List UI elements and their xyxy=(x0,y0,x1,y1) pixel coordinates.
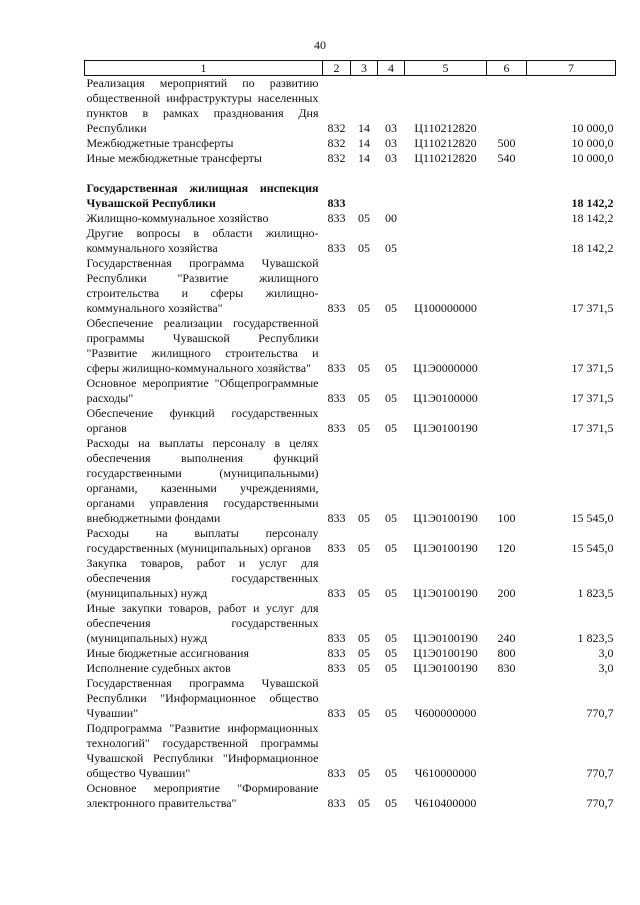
cell-vr xyxy=(487,226,527,256)
cell-vr xyxy=(487,376,527,406)
cell-gr: 833 xyxy=(327,541,346,555)
cell-name: Основное мероприятие "Формирование электронного правительства" xyxy=(86,781,319,810)
table-row xyxy=(85,526,616,556)
cell-sum: 17 371,5 xyxy=(571,421,614,435)
cell-gr: 832 xyxy=(327,121,346,135)
cell-name: Государственная программа Чувашской Республики "Развитие жилищного строительства и сферы жилищно-коммунального хозяйства" xyxy=(86,256,319,315)
cell-vr xyxy=(487,781,527,811)
cell-vr: 240 xyxy=(497,631,516,645)
cell-rz xyxy=(351,181,378,211)
cell-vr xyxy=(487,316,527,376)
spacer-cell xyxy=(85,166,616,181)
cell-sum: 17 371,5 xyxy=(571,361,614,375)
cell-pr: 05 xyxy=(385,391,397,405)
cell-name: Исполнение судебных актов xyxy=(86,661,231,675)
table-row xyxy=(85,406,616,436)
cell-sum: 17 371,5 xyxy=(571,301,614,315)
cell-sum: 770,7 xyxy=(586,706,614,720)
cell-pr: 05 xyxy=(385,541,397,555)
cell-cs: Ц1Э0100190 xyxy=(413,646,478,660)
cell-vr: 500 xyxy=(497,136,516,150)
table-body xyxy=(85,76,616,812)
cell-pr xyxy=(378,181,405,211)
cell-pr: 05 xyxy=(385,706,397,720)
table-row xyxy=(85,676,616,721)
cell-cs: Ц110212820 xyxy=(414,121,477,135)
cell-pr: 03 xyxy=(385,136,397,150)
cell-name: Жилищно-коммунальное хозяйство xyxy=(86,211,269,225)
cell-vr xyxy=(487,406,527,436)
cell-cs: Ц1Э0100190 xyxy=(413,541,478,555)
cell-gr: 833 xyxy=(327,196,346,210)
cell-cs: Ц110212820 xyxy=(414,151,477,165)
cell-rz: 05 xyxy=(358,646,370,660)
table-header xyxy=(85,61,616,76)
cell-rz: 05 xyxy=(358,511,370,525)
cell-cs: Ц1Э0100190 xyxy=(413,421,478,435)
table-row xyxy=(85,256,616,316)
cell-name: Подпрограмма "Развитие информационных технологий" государственной программы Чувашской Республики "Информационное общество Чувашии" xyxy=(86,721,319,780)
cell-sum: 18 142,2 xyxy=(571,196,614,210)
cell-vr: 120 xyxy=(497,541,516,555)
cell-vr xyxy=(487,256,527,316)
cell-name: Межбюджетные трансферты xyxy=(86,136,234,150)
cell-pr: 05 xyxy=(385,766,397,780)
cell-gr: 832 xyxy=(327,136,346,150)
cell-cs: Ц100000000 xyxy=(414,301,477,315)
cell-rz: 05 xyxy=(358,241,370,255)
table-row xyxy=(85,721,616,781)
cell-cs: Ц1Э0100190 xyxy=(413,511,478,525)
cell-name: Иные закупки товаров, работ и услуг для обеспечения государственных (муниципальных) нужд xyxy=(86,601,319,645)
header-col-rz: 3 xyxy=(351,61,378,76)
cell-name: Иные бюджетные ассигнования xyxy=(86,646,249,660)
cell-name: Обеспечение реализации государственной программы Чувашской Республики "Развитие жилищного строительства и сферы жилищно-коммунального хозяйства" xyxy=(86,316,319,375)
cell-name: Реализация мероприятий по развитию общественной инфраструктуры населенных пунктов в рамках празднования Дня Республики xyxy=(86,76,319,135)
cell-sum: 3,0 xyxy=(598,661,614,675)
table-row xyxy=(85,181,616,211)
cell-gr: 832 xyxy=(327,151,346,165)
cell-gr: 833 xyxy=(327,631,346,645)
cell-sum: 18 142,2 xyxy=(571,211,614,225)
cell-name: Основное мероприятие "Общепрограммные расходы" xyxy=(86,376,319,405)
cell-gr: 833 xyxy=(327,646,346,660)
cell-rz: 05 xyxy=(358,766,370,780)
cell-sum: 15 545,0 xyxy=(571,511,614,525)
table-row xyxy=(85,76,616,137)
spacer-row xyxy=(85,166,616,181)
cell-rz: 05 xyxy=(358,211,370,225)
cell-gr: 833 xyxy=(327,796,346,810)
table-row xyxy=(85,211,616,226)
cell-sum: 1 823,5 xyxy=(577,631,614,645)
cell-pr: 05 xyxy=(385,361,397,375)
cell-sum: 18 142,2 xyxy=(571,241,614,255)
cell-vr: 540 xyxy=(497,151,516,165)
cell-cs xyxy=(405,226,487,256)
cell-cs: Ц1Э0000000 xyxy=(413,361,478,375)
cell-vr xyxy=(487,76,527,137)
cell-gr: 833 xyxy=(327,301,346,315)
cell-cs: Ц110212820 xyxy=(414,136,477,150)
cell-vr: 800 xyxy=(497,646,516,660)
cell-pr: 03 xyxy=(385,121,397,135)
cell-pr: 05 xyxy=(385,241,397,255)
cell-vr xyxy=(487,721,527,781)
cell-rz: 14 xyxy=(358,151,370,165)
table-row xyxy=(85,781,616,811)
cell-sum: 770,7 xyxy=(586,766,614,780)
cell-gr: 833 xyxy=(327,766,346,780)
cell-rz: 05 xyxy=(358,421,370,435)
header-col-vr: 6 xyxy=(487,61,527,76)
cell-sum: 10 000,0 xyxy=(571,121,614,135)
cell-gr: 833 xyxy=(327,361,346,375)
cell-cs xyxy=(405,181,487,211)
cell-pr: 05 xyxy=(385,631,397,645)
cell-sum: 3,0 xyxy=(598,646,614,660)
cell-name: Иные межбюджетные трансферты xyxy=(86,151,262,165)
cell-name: Другие вопросы в области жилищно-коммунального хозяйства xyxy=(86,226,319,255)
cell-sum: 770,7 xyxy=(586,796,614,810)
cell-rz: 05 xyxy=(358,541,370,555)
cell-gr: 833 xyxy=(327,661,346,675)
cell-gr: 833 xyxy=(327,241,346,255)
table-row xyxy=(85,376,616,406)
cell-cs: Ц1Э0100000 xyxy=(413,391,478,405)
cell-pr: 05 xyxy=(385,511,397,525)
cell-gr: 833 xyxy=(327,586,346,600)
cell-pr: 05 xyxy=(385,661,397,675)
table-row xyxy=(85,316,616,376)
cell-name: Государственная жилищная инспекция Чувашской Республики xyxy=(86,181,319,210)
cell-sum: 1 823,5 xyxy=(577,586,614,600)
cell-vr: 200 xyxy=(497,586,516,600)
cell-cs: Ц1Э0100190 xyxy=(413,631,478,645)
header-row xyxy=(85,61,616,76)
cell-rz: 05 xyxy=(358,661,370,675)
cell-vr xyxy=(487,181,527,211)
cell-rz: 05 xyxy=(358,391,370,405)
cell-rz: 14 xyxy=(358,136,370,150)
cell-vr: 830 xyxy=(497,661,516,675)
cell-name: Расходы на выплаты персоналу государственных (муниципальных) органов xyxy=(86,526,319,555)
cell-gr: 833 xyxy=(327,391,346,405)
table-row xyxy=(85,151,616,166)
cell-rz: 05 xyxy=(358,631,370,645)
cell-rz: 05 xyxy=(358,301,370,315)
cell-gr: 833 xyxy=(327,421,346,435)
cell-pr: 05 xyxy=(385,301,397,315)
cell-cs: Ц1Э0100190 xyxy=(413,661,478,675)
cell-name: Обеспечение функций государственных органов xyxy=(86,406,319,435)
table-row xyxy=(85,661,616,676)
cell-cs: Ч610000000 xyxy=(414,766,477,780)
header-col-cs: 5 xyxy=(405,61,487,76)
cell-rz: 05 xyxy=(358,361,370,375)
page-number: 40 xyxy=(314,38,326,52)
cell-rz: 05 xyxy=(358,706,370,720)
table-row xyxy=(85,646,616,661)
table-row xyxy=(85,556,616,601)
cell-sum: 15 545,0 xyxy=(571,541,614,555)
header-col-name: 1 xyxy=(85,61,323,76)
cell-pr: 03 xyxy=(385,151,397,165)
cell-gr: 833 xyxy=(327,511,346,525)
cell-name: Закупка товаров, работ и услуг для обеспечения государственных (муниципальных) нужд xyxy=(86,556,319,600)
cell-gr: 833 xyxy=(327,706,346,720)
table-row xyxy=(85,436,616,526)
cell-rz: 14 xyxy=(358,121,370,135)
cell-sum: 10 000,0 xyxy=(571,136,614,150)
cell-pr: 05 xyxy=(385,421,397,435)
cell-vr xyxy=(487,676,527,721)
header-col-gr: 2 xyxy=(323,61,351,76)
cell-name: Расходы на выплаты персоналу в целях обеспечения выполнения функций государственными (муниципальными) органами, казенными учреждениями, органами управления государственными внебюджетными фондами xyxy=(86,436,319,525)
header-col-pr: 4 xyxy=(378,61,405,76)
table-row xyxy=(85,226,616,256)
cell-pr: 05 xyxy=(385,586,397,600)
cell-cs: Ц1Э0100190 xyxy=(413,586,478,600)
cell-vr xyxy=(487,211,527,226)
table-row xyxy=(85,136,616,151)
cell-sum: 17 371,5 xyxy=(571,391,614,405)
header-col-sum: 7 xyxy=(527,61,616,76)
table-row xyxy=(85,601,616,646)
cell-sum: 10 000,0 xyxy=(571,151,614,165)
budget-table xyxy=(84,60,616,811)
cell-pr: 05 xyxy=(385,646,397,660)
cell-vr: 100 xyxy=(497,511,516,525)
cell-cs xyxy=(405,211,487,226)
cell-cs: Ч610400000 xyxy=(414,796,477,810)
cell-cs: Ч600000000 xyxy=(414,706,477,720)
cell-pr: 05 xyxy=(385,796,397,810)
cell-rz: 05 xyxy=(358,796,370,810)
cell-name: Государственная программа Чувашской Республики "Информационное общество Чувашии" xyxy=(86,676,319,720)
cell-gr: 833 xyxy=(327,211,346,225)
cell-rz: 05 xyxy=(358,586,370,600)
cell-pr: 00 xyxy=(385,211,397,225)
